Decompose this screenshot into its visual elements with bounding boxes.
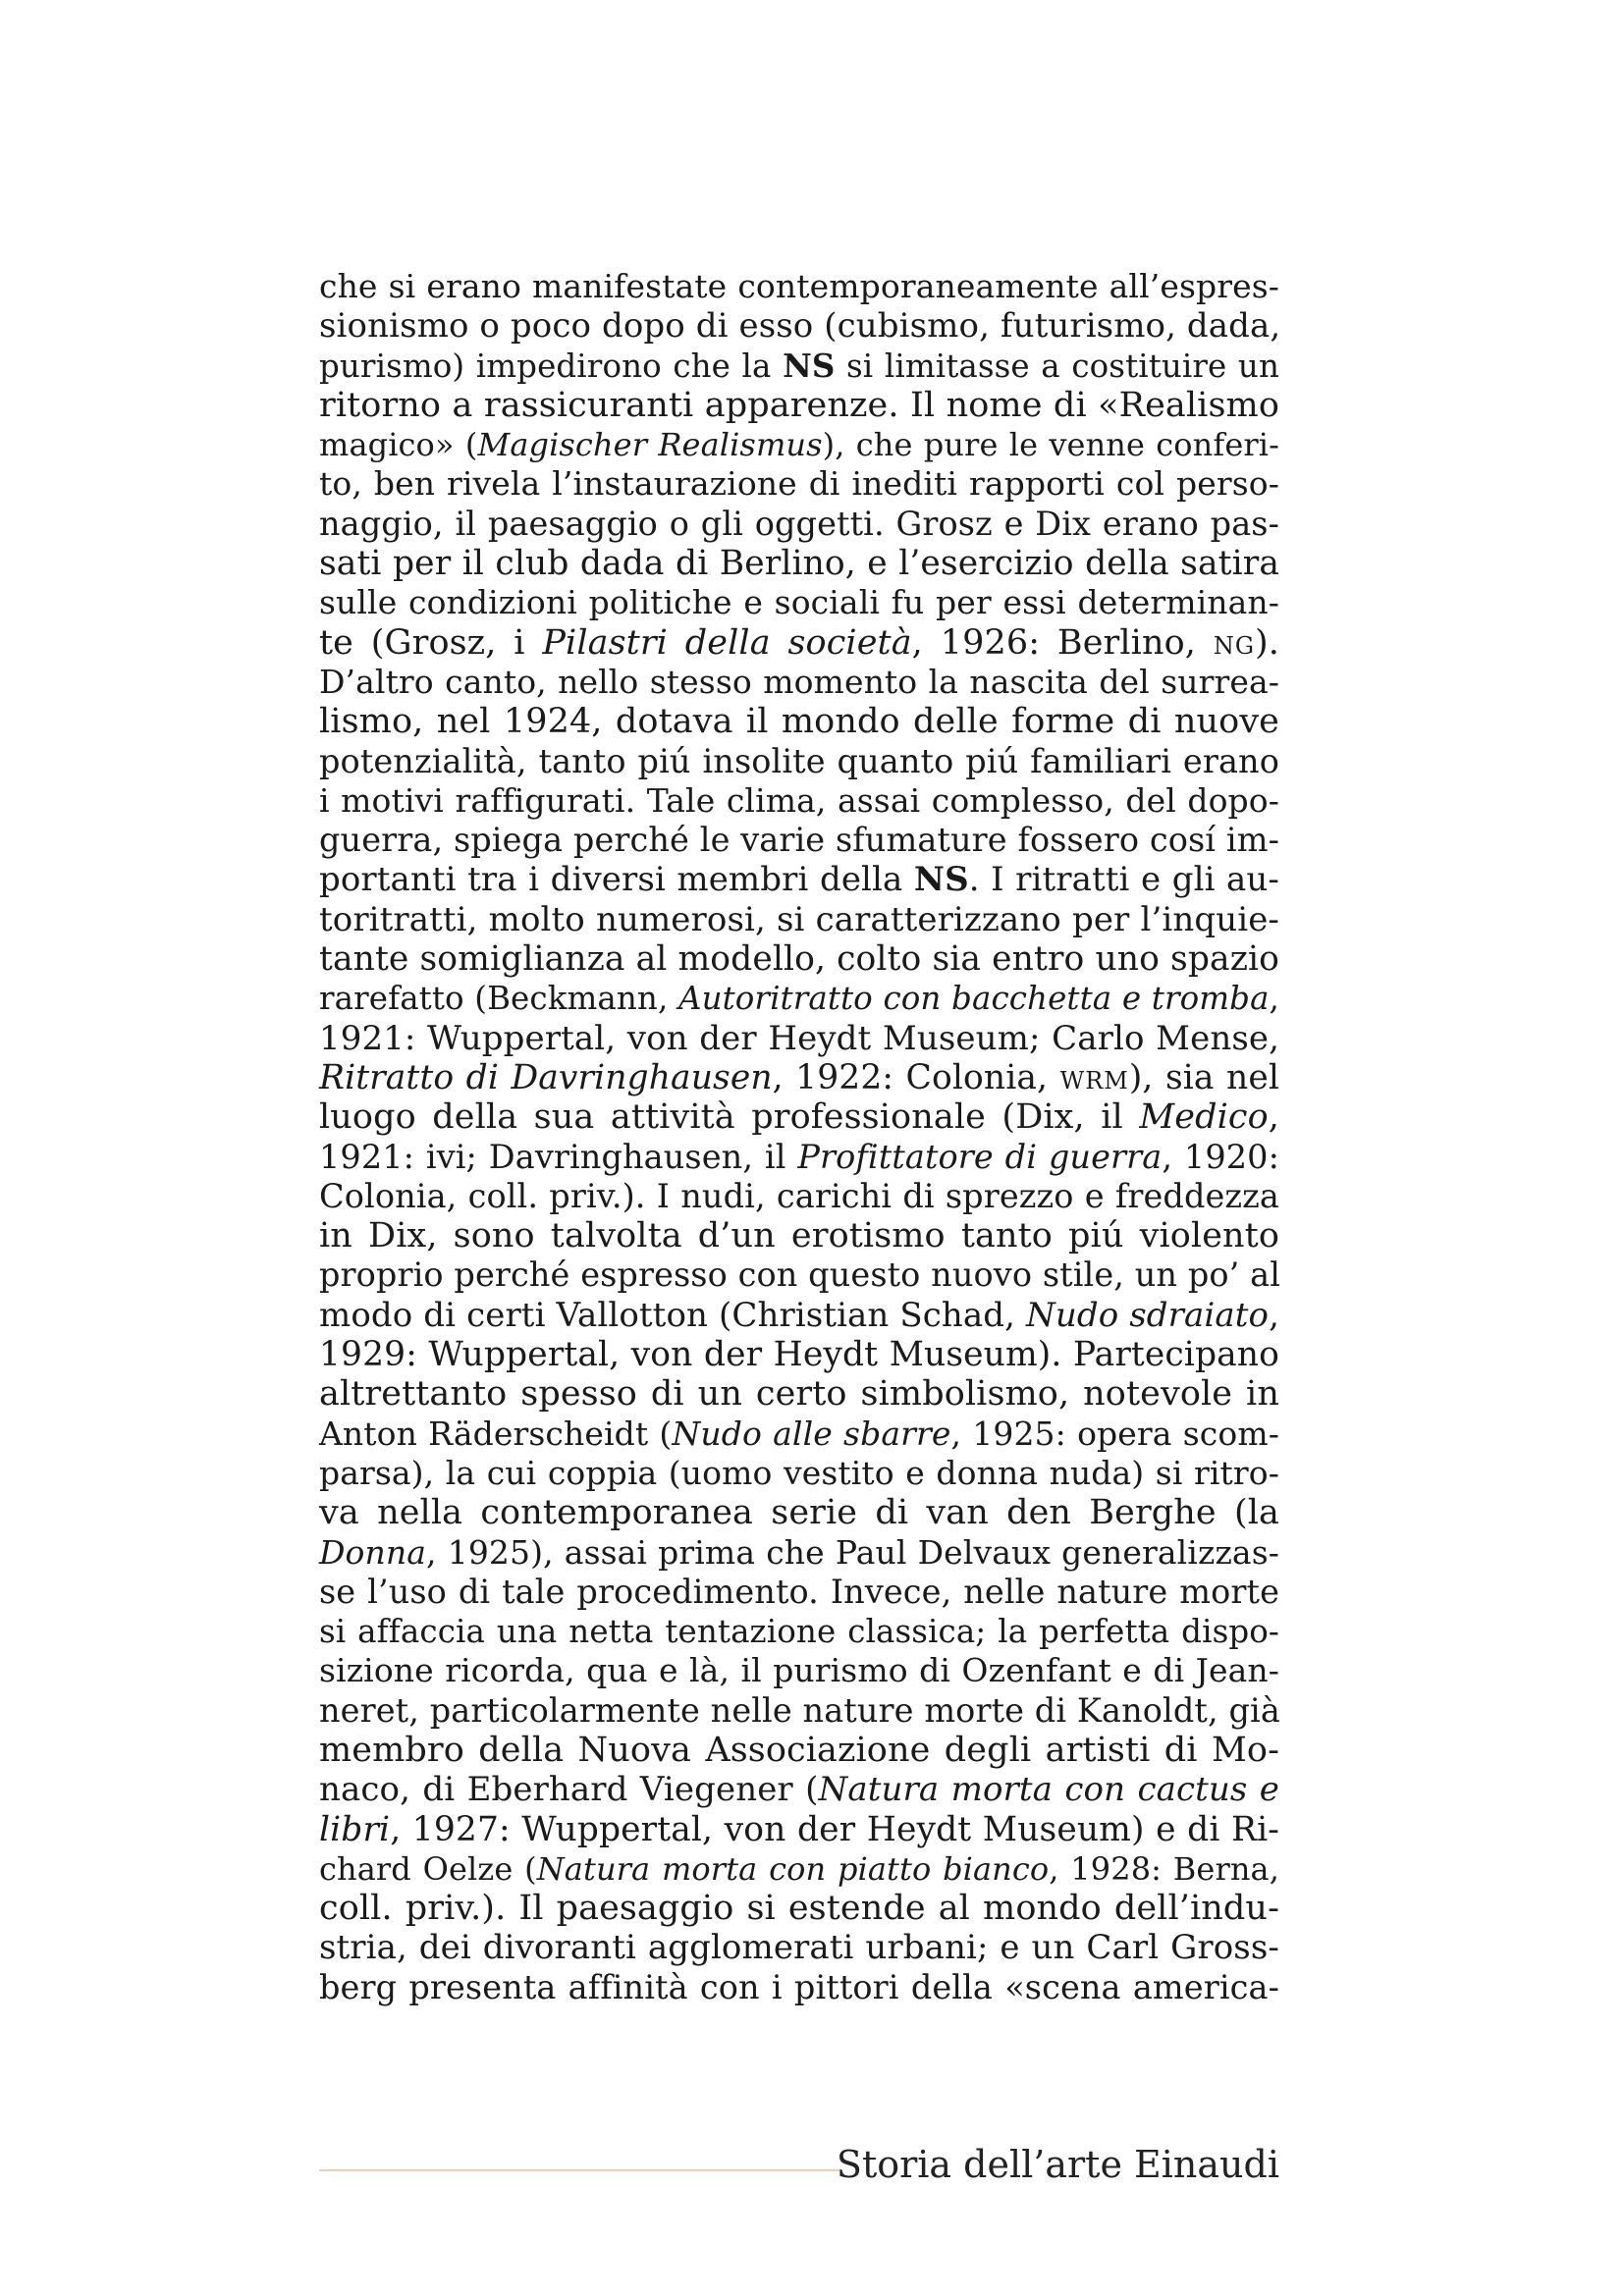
text-line bbox=[319, 900, 1279, 939]
text-segment: luogo della sua attività professionale (Dix, il bbox=[319, 1097, 1140, 1138]
text-line bbox=[319, 1216, 1279, 1255]
text-segment: 1921: ivi; Davringhausen, il bbox=[319, 1137, 798, 1176]
text-line bbox=[319, 1415, 1279, 1454]
text-line bbox=[319, 1255, 1279, 1295]
footer-rule bbox=[319, 2169, 841, 2171]
text-line bbox=[319, 583, 1279, 622]
italic-title: libri bbox=[319, 1809, 391, 1849]
text-line bbox=[319, 1138, 1279, 1177]
text-segment: , 1925), assai prima che Paul Delvaux generalizzas- bbox=[426, 1532, 1279, 1572]
text-line bbox=[319, 623, 1279, 663]
text-line bbox=[319, 1177, 1279, 1216]
text-segment: D’altro canto, nello stesso momento la nascita del surrea- bbox=[319, 662, 1279, 701]
text-segment: proprio perché espresso con questo nuovo stile, un po’ al bbox=[319, 1255, 1281, 1295]
small-caps-abbreviation: NG bbox=[1213, 631, 1256, 660]
text-segment: che si erano manifestate contemporaneamente all’espres- bbox=[319, 267, 1279, 305]
text-line bbox=[319, 1019, 1279, 1058]
text-segment: altrettanto spesso di un certo simbolismo, notevole in bbox=[319, 1374, 1279, 1415]
italic-title: Profittatore di guerra bbox=[797, 1137, 1163, 1176]
text-line bbox=[319, 505, 1279, 544]
italic-title: Donna bbox=[319, 1532, 427, 1572]
text-segment: Colonia, coll. priv.). I nudi, carichi di sprezzo e freddezza bbox=[319, 1176, 1279, 1215]
text-segment: stria, dei divoranti agglomerati urbani; e un Carl Gross- bbox=[319, 1928, 1279, 1968]
text-segment: berg presenta affinità con i pittori della «scena america- bbox=[319, 1967, 1279, 2006]
italic-title: Ritratto di Davringhausen bbox=[319, 1057, 773, 1097]
text-segment: , 1928: Berna, bbox=[1049, 1849, 1279, 1888]
text-line bbox=[319, 1691, 1279, 1731]
text-line bbox=[319, 1849, 1279, 1889]
text-segment: neret, particolarmente nelle nature morte di Kanoldt, già bbox=[319, 1690, 1280, 1730]
italic-title: Nudo alle sbarre bbox=[672, 1414, 951, 1453]
text-segment: si affaccia una netta tentazione classica; la perfetta dispo- bbox=[319, 1613, 1279, 1651]
bold-abbreviation: NS bbox=[913, 860, 969, 900]
text-line bbox=[319, 939, 1279, 979]
text-segment: to, ben rivela l’instaurazione di inediti rapporti col perso- bbox=[319, 464, 1279, 504]
text-segment: membro della Nuova Associazione degli artisti di Mo- bbox=[319, 1730, 1279, 1770]
footer-title: Storia dell’arte Einaudi bbox=[836, 2143, 1279, 2186]
text-line bbox=[319, 386, 1279, 425]
text-line bbox=[319, 1651, 1279, 1690]
text-segment: sizione ricorda, qua e là, il purismo di Ozenfant e di Jean- bbox=[319, 1651, 1279, 1690]
text-segment: , 1926: Berlino, bbox=[911, 622, 1214, 663]
italic-title: Medico bbox=[1139, 1097, 1269, 1138]
text-segment: va nella contemporanea serie di van den Berghe (la bbox=[319, 1493, 1279, 1533]
text-line bbox=[319, 1968, 1279, 2007]
italic-title: Natura morta con cactus e bbox=[818, 1770, 1279, 1810]
text-line bbox=[319, 1454, 1279, 1493]
text-segment: ), sia nel bbox=[1128, 1057, 1279, 1097]
text-segment: modo di certi Vallotton (Christian Schad, bbox=[319, 1295, 1027, 1335]
text-line bbox=[319, 1296, 1279, 1335]
text-segment: sulle condizioni politiche e sociali fu per essi determinan- bbox=[319, 583, 1279, 622]
text-segment: sati per il club dada di Berlino, e l’esercizio della satira bbox=[319, 544, 1279, 584]
text-line bbox=[319, 821, 1279, 860]
text-segment: coll. priv.). Il paesaggio si estende al mondo dell’indu- bbox=[319, 1889, 1279, 1929]
text-line bbox=[319, 781, 1279, 821]
text-segment: chard Oelze ( bbox=[319, 1849, 537, 1888]
text-line bbox=[319, 860, 1279, 899]
text-segment: ritorno a rassicuranti apparenze. Il nome di «Realismo bbox=[319, 385, 1279, 425]
text-segment: , bbox=[1268, 1097, 1279, 1138]
text-segment: sionismo o poco dopo di esso (cubismo, futurismo, dada, bbox=[319, 306, 1281, 347]
text-segment: lismo, nel 1924, dotava il mondo delle forme di nuove bbox=[319, 702, 1279, 742]
text-line bbox=[319, 1533, 1279, 1573]
text-segment: Anton Räderscheidt ( bbox=[319, 1414, 673, 1453]
text-segment: , 1927: Wuppertal, von der Heydt Museum) e di Ri- bbox=[390, 1809, 1279, 1849]
text-line bbox=[319, 1097, 1279, 1137]
text-segment: , bbox=[1269, 1295, 1279, 1335]
text-line bbox=[319, 663, 1279, 702]
text-segment: magico» ( bbox=[319, 426, 478, 464]
text-segment: parsa), la cui coppia (uomo vestito e donna nuda) si ritro- bbox=[319, 1453, 1279, 1492]
text-segment: , 1925: opera scom- bbox=[950, 1414, 1279, 1453]
text-segment: toritratti, molto numerosi, si caratterizzano per l’inquie- bbox=[319, 899, 1279, 939]
italic-title: Pilastri della società bbox=[542, 622, 912, 663]
italic-title: Magischer Realismus bbox=[477, 426, 823, 464]
text-line bbox=[319, 1573, 1279, 1612]
text-line bbox=[319, 464, 1279, 504]
italic-title: Autoritratto con bacchetta e tromba bbox=[678, 980, 1270, 1018]
text-line bbox=[319, 306, 1279, 346]
text-line bbox=[319, 1612, 1279, 1651]
body-text bbox=[319, 267, 1279, 2007]
text-segment: , 1922: Colonia, bbox=[772, 1057, 1060, 1097]
text-line bbox=[319, 1810, 1279, 1849]
text-line bbox=[319, 425, 1279, 464]
text-segment: in Dix, sono talvolta d’un erotismo tanto piú violento bbox=[319, 1216, 1279, 1256]
text-line bbox=[319, 1374, 1279, 1414]
bold-abbreviation: NS bbox=[783, 346, 836, 385]
text-segment: portanti tra i diversi membri della bbox=[319, 860, 914, 900]
text-segment: , 1920: bbox=[1162, 1137, 1279, 1176]
text-line bbox=[319, 544, 1279, 583]
text-segment: tante somiglianza al modello, colto sia entro uno spazio bbox=[319, 939, 1279, 980]
text-segment: guerra, spiega perché le varie sfumature fossero cosí im- bbox=[319, 821, 1279, 860]
text-line bbox=[319, 1058, 1279, 1097]
text-line bbox=[319, 702, 1279, 741]
text-line bbox=[319, 1770, 1279, 1809]
text-segment: potenzialità, tanto piú insolite quanto piú familiari erano bbox=[319, 741, 1279, 780]
text-segment: purismo) impedirono che la bbox=[319, 347, 784, 385]
text-line bbox=[319, 347, 1279, 386]
text-line bbox=[319, 267, 1279, 306]
text-segment: i motivi raffigurati. Tale clima, assai complesso, del dopo- bbox=[319, 780, 1279, 820]
text-line bbox=[319, 742, 1279, 781]
text-line bbox=[319, 1493, 1279, 1532]
text-segment: se l’uso di tale procedimento. Invece, nelle nature morte bbox=[319, 1572, 1279, 1611]
text-segment: si limitasse a costituire un bbox=[835, 347, 1279, 385]
text-segment: rarefatto (Beckmann, bbox=[319, 980, 678, 1018]
text-segment: 1921: Wuppertal, von der Heydt Museum; Carlo Mense, bbox=[319, 1018, 1279, 1058]
text-line bbox=[319, 979, 1279, 1018]
text-line bbox=[319, 1335, 1279, 1374]
italic-title: Nudo sdraiato bbox=[1026, 1295, 1270, 1335]
text-line bbox=[319, 1928, 1279, 1967]
text-segment: 1929: Wuppertal, von der Heydt Museum). Partecipano bbox=[319, 1335, 1279, 1375]
text-segment: naco, di Eberhard Viegener ( bbox=[319, 1770, 819, 1810]
text-segment: . I ritratti e gli au- bbox=[968, 860, 1279, 900]
italic-title: Natura morta con piatto bianco bbox=[536, 1849, 1050, 1888]
text-segment: ). bbox=[1255, 622, 1279, 663]
text-segment: te (Grosz, i bbox=[319, 622, 543, 663]
text-line bbox=[319, 1731, 1279, 1770]
text-segment: naggio, il paesaggio o gli oggetti. Grosz e Dix erano pas- bbox=[319, 504, 1279, 543]
small-caps-abbreviation: WRM bbox=[1059, 1066, 1129, 1095]
text-segment: ), che pure le venne conferi- bbox=[822, 426, 1280, 464]
text-line bbox=[319, 1889, 1279, 1928]
text-segment: , bbox=[1269, 980, 1279, 1018]
